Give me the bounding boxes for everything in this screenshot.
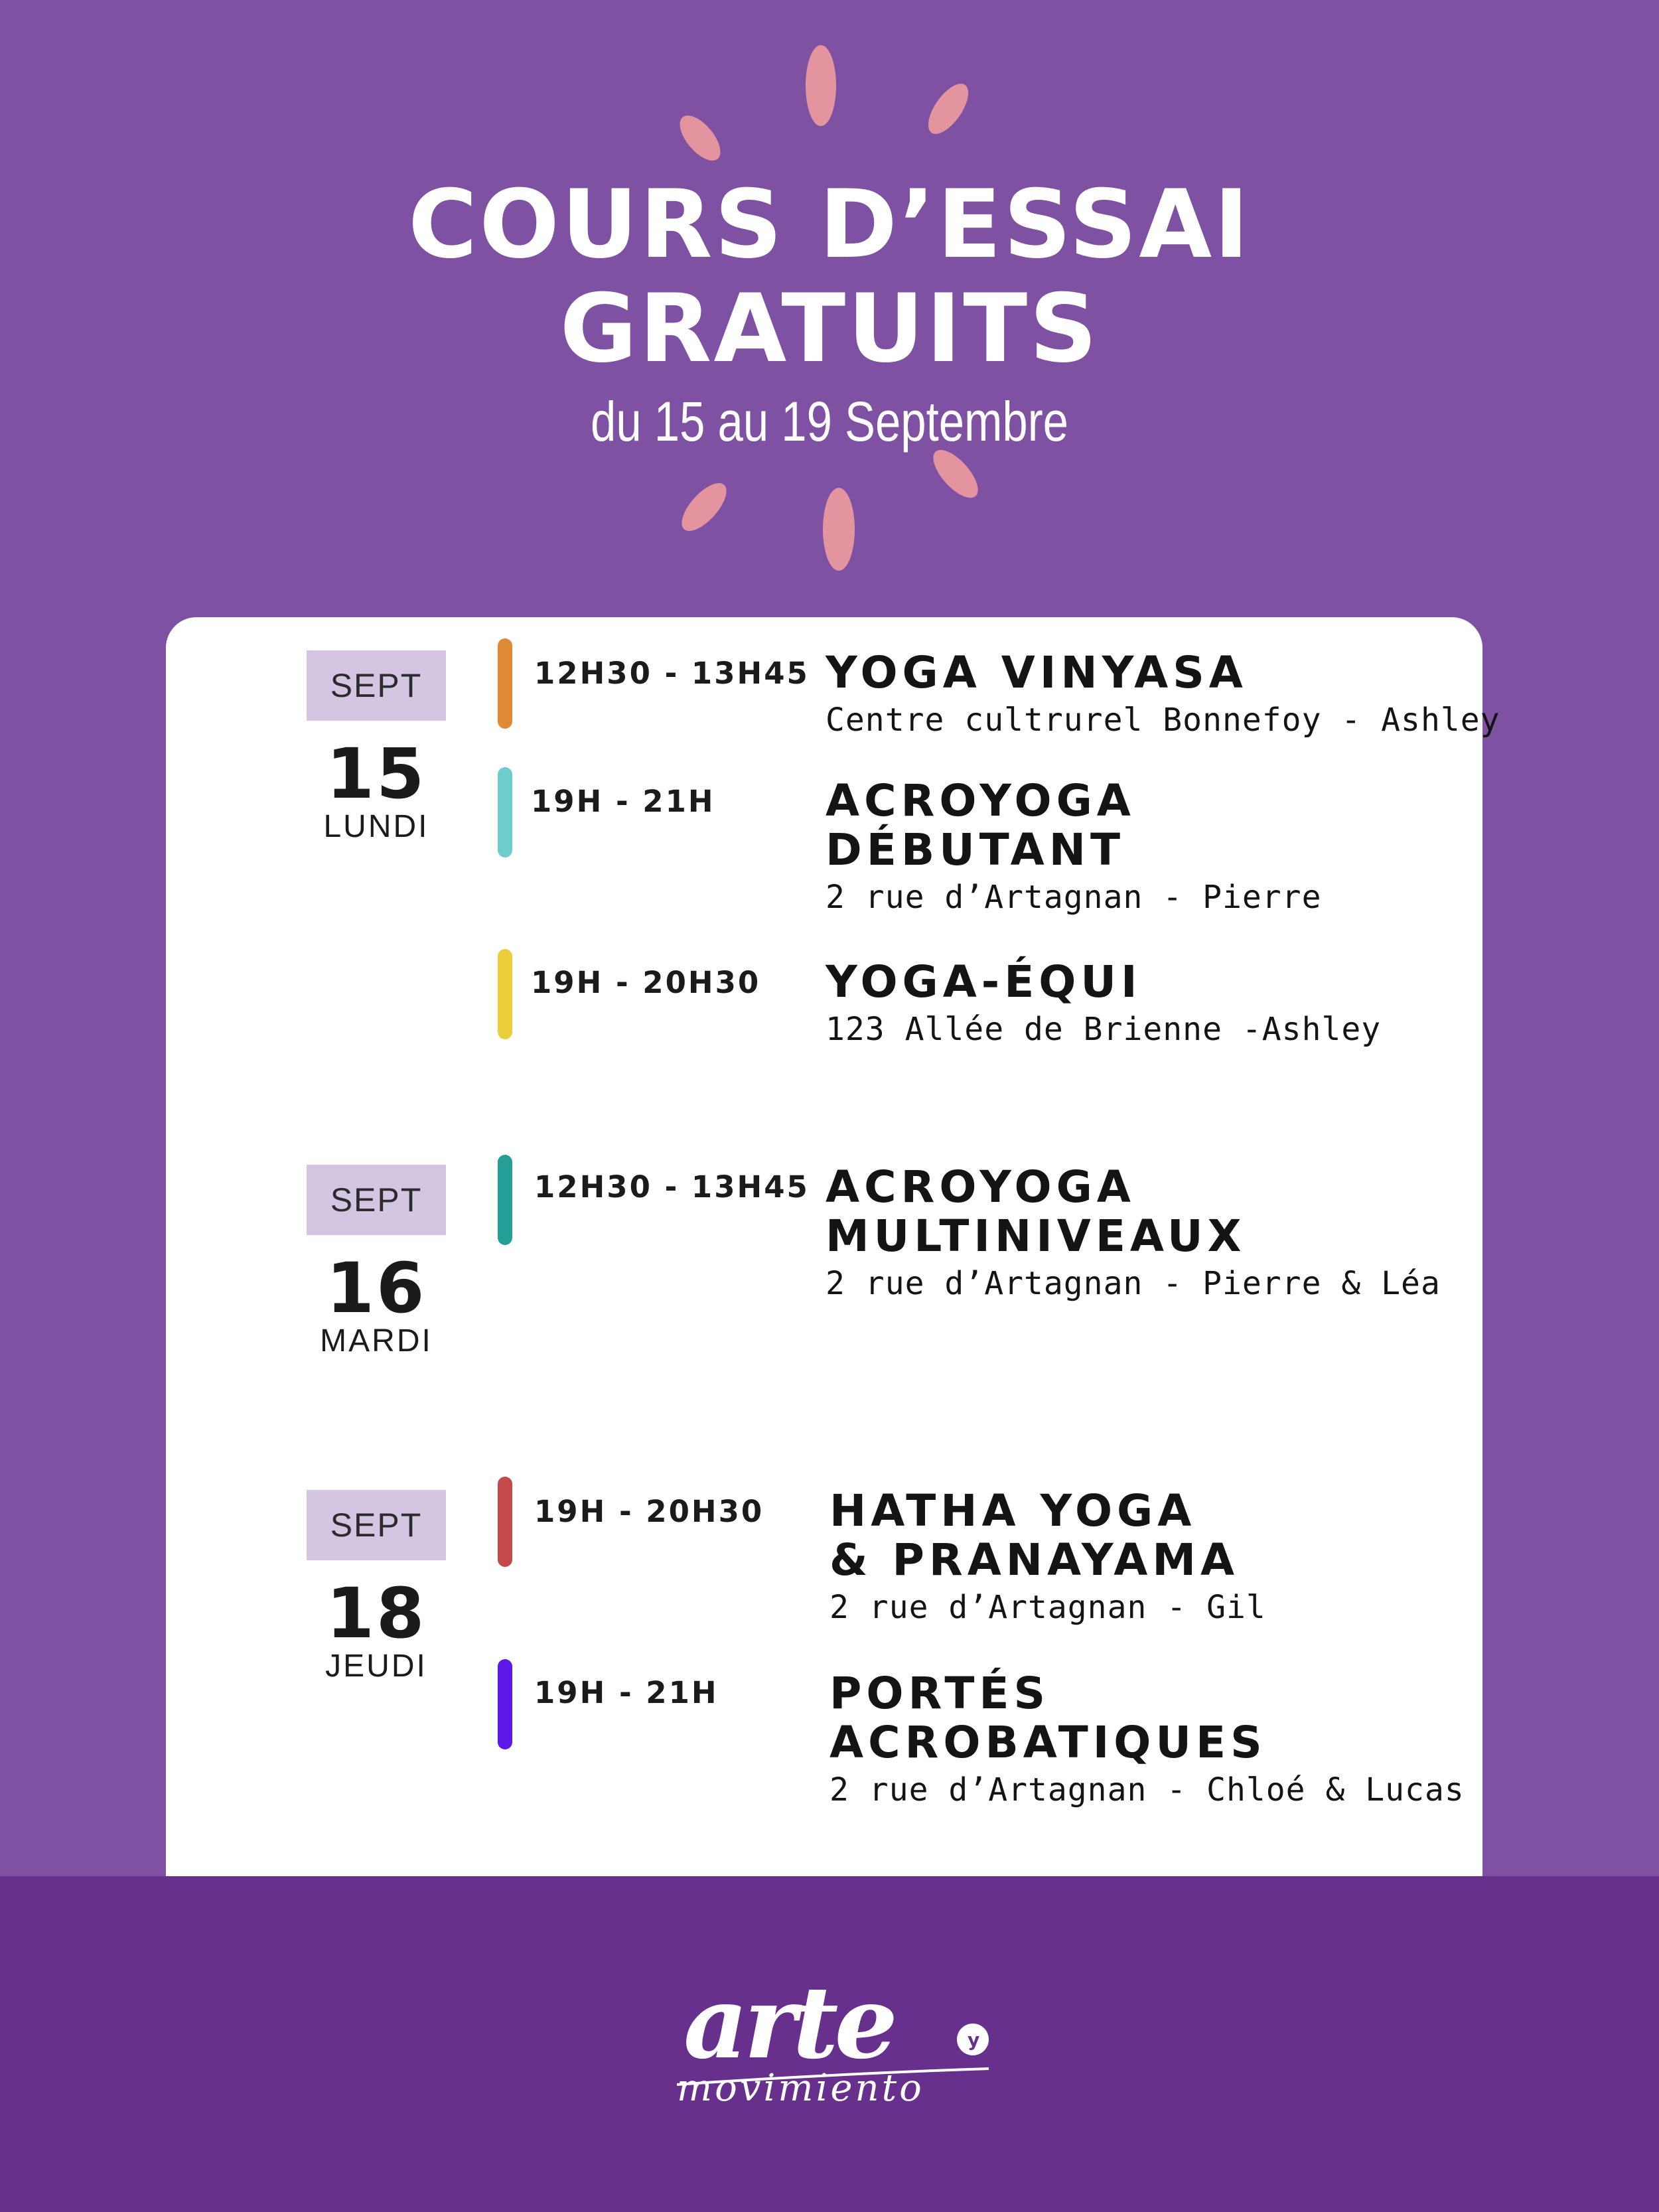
date-block-15 (307, 650, 446, 843)
class-location: Centre cultrurel Bonnefoy - Ashley (826, 701, 1500, 739)
class-entry (826, 776, 1321, 916)
date-block-16 (307, 1165, 446, 1357)
class-title: MULTINIVEAUX (826, 1211, 1246, 1262)
class-title: ACROYOGA (826, 775, 1135, 826)
ray-bottom-left (674, 476, 734, 538)
page-subtitle: du 15 au 19 Septembre (591, 390, 1068, 453)
class-location: 123 Allée de Brienne -Ashley (826, 1011, 1382, 1048)
date-weekday: JEUDI (325, 1649, 427, 1684)
class-location: 2 rue d’Artagnan - Pierre & Léa (826, 1265, 1441, 1302)
class-time: 12H30 - 13H45 (534, 656, 810, 691)
class-time: 12H30 - 13H45 (534, 1169, 810, 1205)
class-color-bar (498, 949, 512, 1039)
logo-wordmark: arte (684, 1968, 894, 2081)
ray-top (806, 45, 836, 126)
class-color-bar (498, 638, 512, 729)
ray-bottom (823, 488, 855, 571)
class-time: 19H - 20H30 (534, 1494, 764, 1529)
date-day: 18 (326, 1573, 427, 1654)
class-title: & PRANAYAMA (830, 1534, 1240, 1585)
class-title: ACROBATIQUES (830, 1717, 1267, 1768)
class-location: 2 rue d’Artagnan - Gil (830, 1589, 1266, 1626)
class-color-bar (498, 767, 512, 857)
class-title: PORTÉS (830, 1668, 1050, 1719)
date-month: SEPT (307, 1490, 446, 1560)
class-title: HATHA YOGA (830, 1485, 1196, 1536)
class-entry (826, 1163, 1441, 1302)
brand-logo (677, 1968, 995, 2127)
class-title: YOGA VINYASA (826, 647, 1248, 698)
class-color-bar (498, 1155, 512, 1245)
page-title-line2: GRATUITS (559, 274, 1100, 384)
date-weekday: LUNDI (323, 809, 429, 844)
class-title: ACROYOGA (826, 1161, 1135, 1213)
class-time: 19H - 20H30 (531, 965, 761, 1000)
footer (0, 1876, 1659, 2212)
date-block-18 (307, 1490, 446, 1682)
date-day: 15 (326, 733, 427, 814)
date-day: 16 (326, 1248, 427, 1329)
date-month: SEPT (307, 650, 446, 721)
class-entry (830, 1487, 1266, 1626)
class-entry (826, 648, 1500, 739)
class-location: 2 rue d’Artagnan - Pierre (826, 879, 1322, 916)
date-weekday: MARDI (320, 1323, 433, 1359)
logo-script: movimiento (677, 2067, 924, 2110)
class-entry (830, 1669, 1465, 1808)
logo-small-letter: y (968, 2029, 980, 2051)
class-title: YOGA-ÉQUI (826, 956, 1142, 1007)
class-location: 2 rue d’Artagnan - Chloé & Lucas (830, 1771, 1465, 1808)
ray-top-right (920, 77, 975, 140)
class-title: DÉBUTANT (826, 824, 1125, 875)
class-time: 19H - 21H (534, 1675, 719, 1710)
page-title-line1: COURS D’ESSAI (408, 170, 1251, 279)
class-entry (826, 958, 1381, 1048)
date-month: SEPT (307, 1165, 446, 1235)
class-color-bar (498, 1477, 512, 1567)
class-time: 19H - 21H (531, 784, 715, 819)
class-color-bar (498, 1659, 512, 1749)
ray-top-left (672, 109, 727, 168)
